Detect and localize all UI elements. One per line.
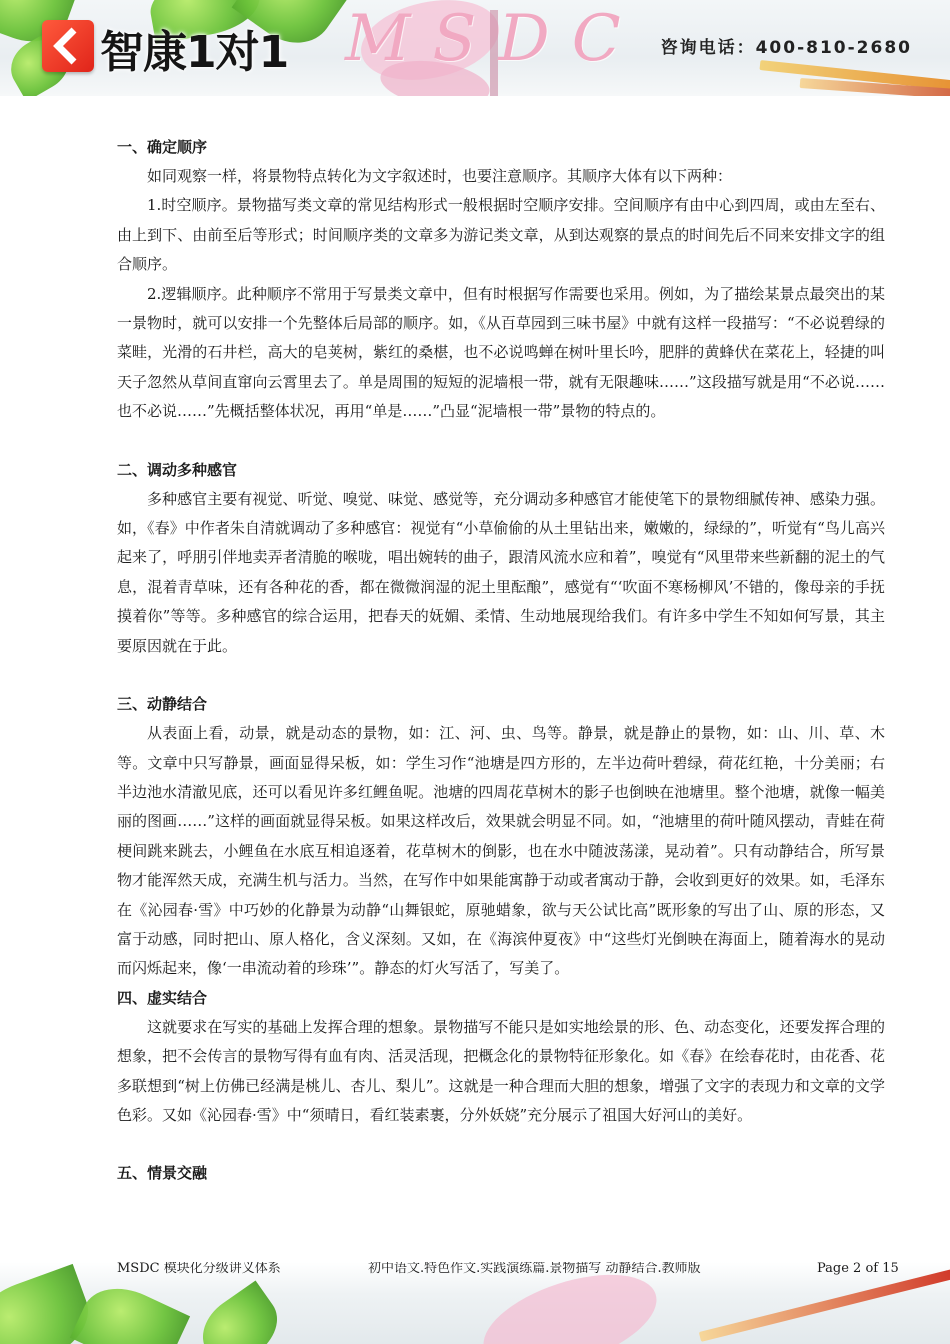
section-heading: 二、调动多种感官	[117, 460, 238, 479]
section-heading: 一、确定顺序	[117, 138, 208, 156]
logo-icon	[42, 20, 94, 72]
leaf-decoration	[190, 1280, 290, 1344]
paragraph: 这就要求在写实的基础上发挥合理的想象。景物描写不能只是如实地绘景的形、色、动态变化，还要发挥合理的想象，把不会传言的景物写得有血有肉、活灵活现，把概念化的景物特征形象化。如《春》在绘春花时，由花香、花多联想到“树上仿佛已经满是桃儿、杏儿、梨儿”。这就是一种合理而大胆的想象，增强了文字的表现力和文章的文学色彩。又如《沁园春·雪》中“须晴日，看红装素裹，分外妖娆”充分展示了祖国大好河山的美好。	[117, 1017, 885, 1124]
pencil-decoration	[699, 1269, 950, 1342]
paragraph: 1.时空顺序。景物描写类文章的常见结构形式一般根据时空顺序安排。空间顺序有由中心到四周，或由左至右、由上到下、由前至后等形式；时间顺序类的文章多为游记类文章，从到达观察的景点的时间先后不同来安排文字的组合顺序。	[117, 196, 885, 274]
paragraph: 2.逻辑顺序。此种顺序不常用于写景类文章中，但有时根据写作需要也采用。例如，为了描绘某景点最突出的某一景物时，就可以安排一个先整体后局部的顺序。如，《从百草园到三味书屋》中就有这样一段描写：“不必说碧绿的菜畦，光滑的石井栏，高大的皂荚树，紫红的桑椹，也不必说鸣蝉在树叶里长吟，肥胖的黄蜂伏在菜花上，轻捷的叫天子忽然从草间直窜向云霄里去了。单是周围的短短的泥墙根一带，就有无限趣味……”这段描写就是用“不必说……也不必说……”先概括整体状况，再用“单是……”凸显“泥墙根一带”景物的特点的。	[117, 284, 885, 421]
footer-page-number: Page 2 of 15	[817, 1262, 899, 1276]
footer-series: MSDC 模块化分级讲义体系	[117, 1262, 281, 1276]
paragraph: 如同观察一样，将景物特点转化为文字叙述时，也要注意顺序。其顺序大体有以下两种：	[147, 167, 733, 185]
article-body	[117, 133, 885, 1188]
page-footer	[0, 1262, 950, 1344]
logo-text: 智康1对1	[100, 27, 289, 78]
section-heading: 三、动静结合	[117, 695, 208, 714]
page-header	[0, 0, 950, 96]
paragraph: 从表面上看，动景，就是动态的景物，如：江、河、虫、鸟等。静景，就是静止的景物，如：山、川、草、木等。文章中只写静景，画面显得呆板，如：学生习作“池塘是四方形的，左半边荷叶碧绿，荷花红艳，十分美丽；右半边池水清澈见底，还可以看见许多红鲤鱼呢。池塘的四周花草树木的影子也倒映在池塘里。整个池塘，就像一幅美丽的图画……”这样的画面就显得呆板。如果这样改后，效果就会明显不同。如，“池塘里的荷叶随风摆动，青蛙在荷梗间跳来跳去，小鲤鱼在水底互相追逐着，花草树木的倒影，也在水中随波荡漾，晃动着”。只有动静结合，所写景物才能浑然天成，充满生机与活力。当然，在写作中如果能寓静于动或者寓动于静，会收到更好的效果。如，毛泽东在《沁园春·雪》中巧妙的化静景为动静“山舞银蛇，原驰蜡象，欲与天公试比高”既形象的写出了山、原的形态，又富于动感，同时把山、原人格化，含义深刻。又如，在《海滨仲夏夜》中“这些灯光倒映在海面上，随着海水的晃动而闪烁起来，像‘一串流动着的珍珠’”。静态的灯火写活了，写美了。	[117, 724, 885, 978]
brand-mark: MSDC	[345, 2, 643, 76]
leaf-decoration	[70, 1274, 190, 1344]
footer-course: 初中语文.特色作文.实践演练篇.景物描写 动静结合.教师版	[368, 1262, 701, 1276]
hotline-text: 咨询电话：400-810-2680	[660, 38, 912, 58]
paragraph: 多种感官主要有视觉、听觉、嗅觉、味觉、感觉等，充分调动多种感官才能使笔下的景物细腻传神、感染力强。如，《春》中作者朱自清就调动了多种感官：视觉有“小草偷偷的从土里钻出来，嫩嫩的，绿绿的”，听觉有“鸟儿高兴起来了，呼朋引伴地卖弄者清脆的喉咙，唱出婉转的曲子，跟清风流水应和着”，嗅觉有“风里带来些新翻的泥土的气息，混着青草味，还有各种花的香，都在微微润湿的泥土里酝酿”，感觉有“‘吹面不寒杨柳风’不错的，像母亲的手抚摸着你”等等。多种感官的综合运用，把春天的妩媚、柔情、生动地展现给我们。有许多中学生不知如何写景，其主要原因就在于此。	[117, 489, 885, 655]
section-heading: 五、情景交融	[117, 1164, 208, 1183]
section-heading: 四、虚实结合	[117, 988, 208, 1007]
